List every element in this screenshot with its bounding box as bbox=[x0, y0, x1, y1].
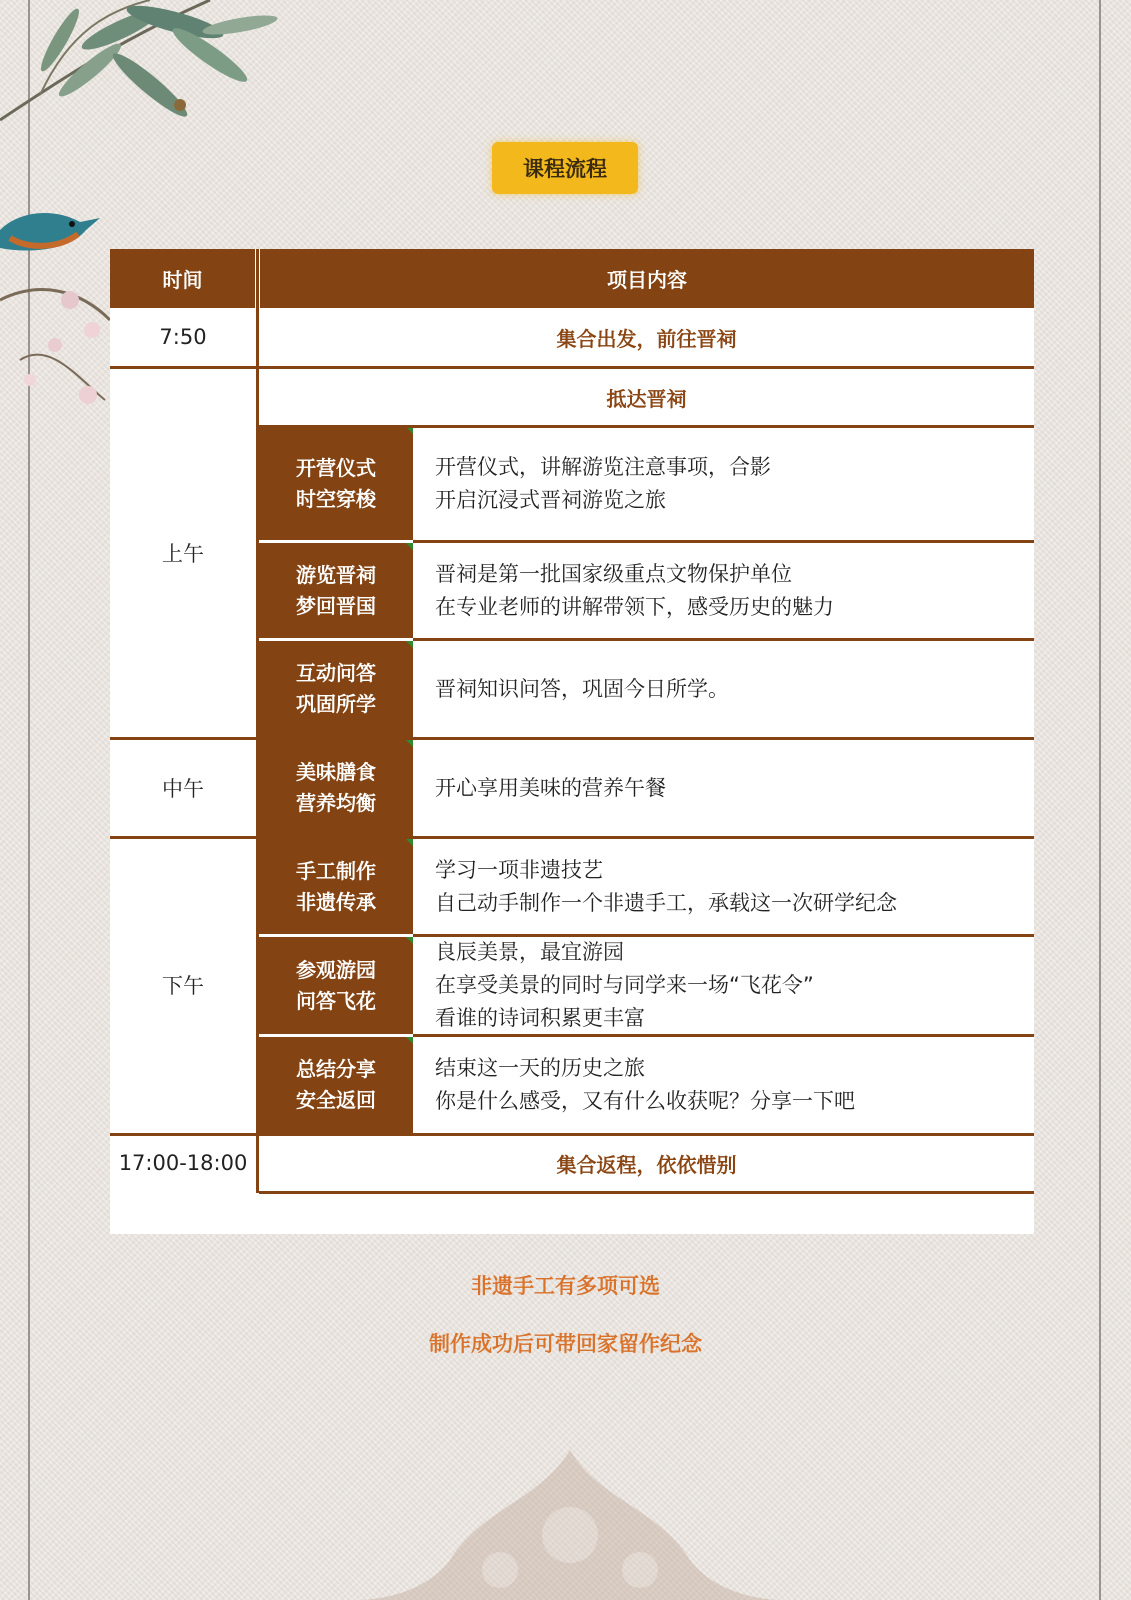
activity-label-line: 总结分享 bbox=[296, 1057, 376, 1081]
row-divider bbox=[259, 425, 1034, 428]
activity-description bbox=[413, 543, 1034, 638]
activity-label bbox=[259, 1037, 413, 1133]
activity-label-line: 美味膳食 bbox=[296, 760, 376, 784]
column-divider bbox=[256, 249, 259, 1193]
time-cell: 下午 bbox=[162, 974, 204, 998]
activity-description bbox=[413, 937, 1034, 1034]
note-line: 制作成功后可带回家留作纪念 bbox=[429, 1332, 702, 1356]
time-cell: 上午 bbox=[162, 542, 204, 566]
activity-label bbox=[259, 937, 413, 1034]
activity-label-line: 营养均衡 bbox=[296, 791, 376, 815]
description-line: 学习一项非遗技艺 bbox=[435, 857, 603, 882]
description-line: 在享受美景的同时与同学来一场“飞花令” bbox=[435, 973, 814, 997]
row-divider bbox=[259, 366, 1034, 369]
row-divider bbox=[413, 540, 1034, 543]
description-line: 晋祠是第一批国家级重点文物保护单位 bbox=[435, 561, 792, 586]
row-divider bbox=[110, 366, 256, 369]
activity-description bbox=[413, 1037, 1034, 1133]
time-cell: 17:00-18:00 bbox=[118, 1151, 248, 1175]
schedule-table bbox=[110, 249, 1034, 1234]
description-line: 开心享用美味的营养午餐 bbox=[435, 775, 666, 800]
description-line: 开营仪式，讲解游览注意事项，合影 bbox=[435, 454, 771, 479]
banner-cell: 集合返程，依依惜别 bbox=[556, 1152, 737, 1177]
activity-description bbox=[413, 427, 1034, 540]
activity-label-line: 梦回晋国 bbox=[296, 593, 376, 618]
header-time: 时间 bbox=[110, 249, 255, 308]
activity-label bbox=[259, 543, 413, 638]
header-content: 项目内容 bbox=[260, 249, 1034, 308]
activity-description bbox=[413, 740, 1034, 836]
time-cell: 中午 bbox=[162, 777, 204, 801]
floral-ornament-decoration bbox=[360, 1440, 780, 1600]
frame-right-line bbox=[1099, 0, 1101, 1600]
banner-cell: 集合出发，前往晋祠 bbox=[556, 326, 737, 351]
description-line: 结束这一天的历史之旅 bbox=[435, 1056, 645, 1080]
activity-label bbox=[259, 427, 413, 540]
row-divider bbox=[110, 836, 1034, 839]
banner-cell: 抵达晋祠 bbox=[606, 387, 687, 411]
description-line: 你是什么感受，又有什么收获呢？分享一下吧 bbox=[435, 1089, 855, 1113]
time-cell: 7:50 bbox=[159, 325, 207, 349]
activity-label-line: 安全返回 bbox=[296, 1088, 376, 1112]
activity-label-line: 游览晋祠 bbox=[296, 562, 376, 587]
description-line: 开启沉浸式晋祠游览之旅 bbox=[435, 487, 666, 512]
activity-label-line: 非遗传承 bbox=[296, 889, 376, 914]
activity-description bbox=[413, 641, 1034, 737]
activity-label-line: 互动问答 bbox=[296, 661, 376, 685]
page-title: 课程流程 bbox=[492, 142, 638, 194]
description-line: 看谁的诗词积累更丰富 bbox=[435, 1006, 645, 1030]
note-line: 非遗手工有多项可选 bbox=[471, 1274, 660, 1298]
row-divider bbox=[110, 737, 1034, 740]
activity-label-line: 巩固所学 bbox=[296, 692, 376, 716]
activity-label bbox=[259, 641, 413, 737]
description-line: 自己动手制作一个非遗手工，承载这一次研学纪念 bbox=[435, 890, 897, 915]
activity-label bbox=[259, 839, 413, 934]
activity-description bbox=[413, 839, 1034, 934]
activity-label-line: 时空穿梭 bbox=[296, 486, 376, 511]
activity-label-line: 问答飞花 bbox=[296, 988, 376, 1013]
row-divider bbox=[259, 1191, 1034, 1194]
bird-decoration bbox=[0, 190, 110, 280]
description-line: 在专业老师的讲解带领下，感受历史的魅力 bbox=[435, 594, 834, 619]
description-line: 良辰美景，最宜游园 bbox=[435, 940, 624, 964]
row-divider bbox=[413, 638, 1034, 641]
row-divider bbox=[110, 1133, 1034, 1136]
activity-label bbox=[259, 740, 413, 836]
activity-label-line: 手工制作 bbox=[296, 858, 376, 883]
description-line: 晋祠知识问答，巩固今日所学。 bbox=[435, 676, 729, 701]
activity-label-line: 参观游园 bbox=[296, 957, 376, 982]
row-divider bbox=[413, 1034, 1034, 1037]
activity-label-line: 开营仪式 bbox=[296, 455, 376, 480]
row-divider bbox=[413, 934, 1034, 937]
